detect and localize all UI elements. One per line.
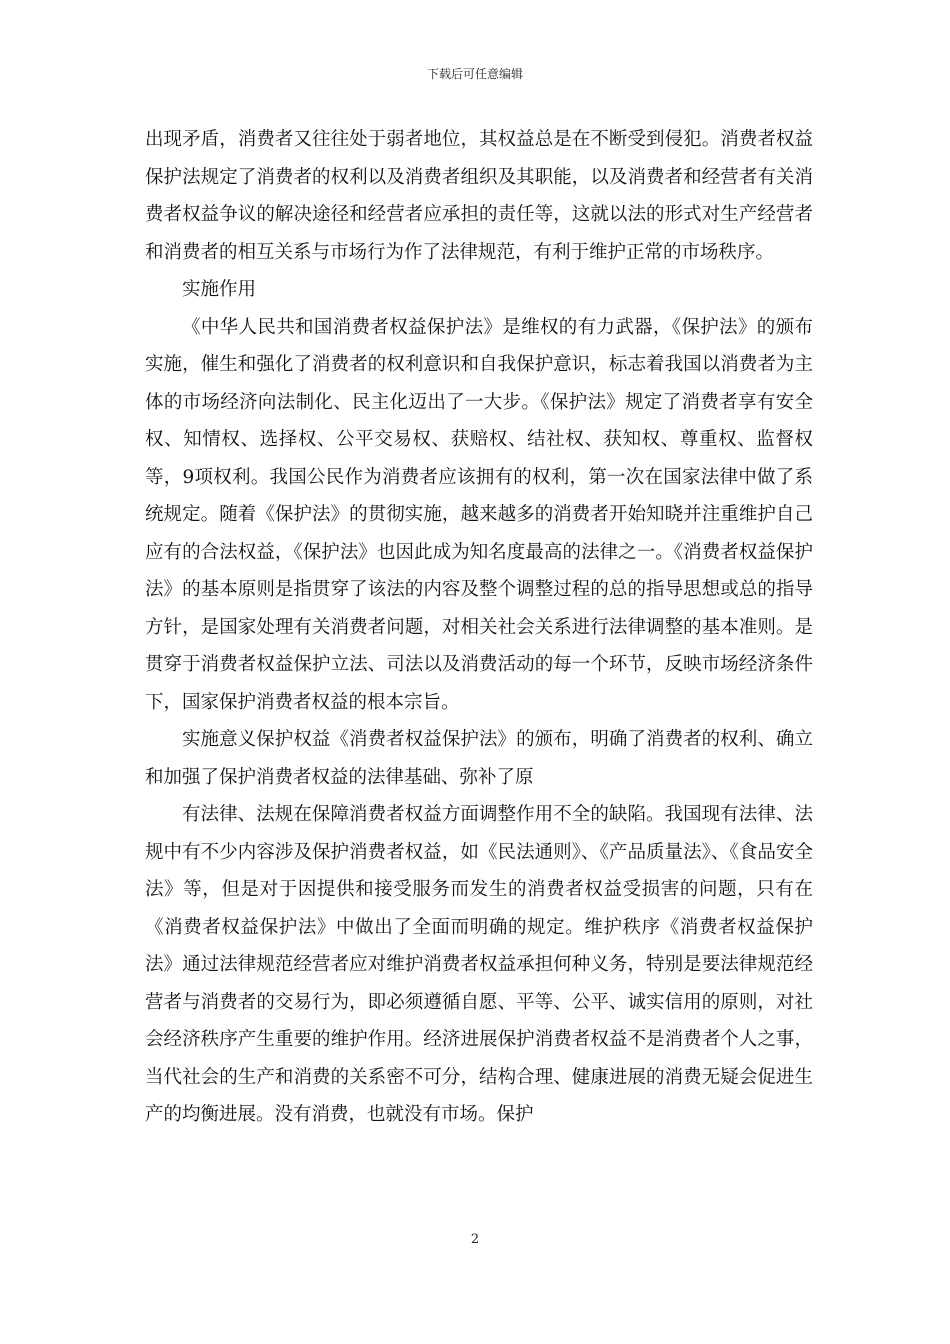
paragraph-implementation-significance: 实施意义保护权益《消费者权益保护法》的颁布，明确了消费者的权利、确立和加强了保护消费者权益的法律基础、弥补了原 [145,729,813,788]
document-body [145,121,813,1134]
section-heading-implementation-role: 实施作用 [182,279,257,300]
page-number: 2 [470,1232,480,1247]
paragraph-laws-and-order: 有法律、法规在保障消费者权益方面调整作用不全的缺陷。我国现有法律、法规中有不少内容涉及保护消费者权益，如《民法通则》、《产品质量法》、《食品安全法》等，但是对于因提供和接受服务而发生的消费者权益受损害的问题，只有在《消费者权益保护法》中做出了全面而明确的规定。维护秩序《消费者权益保护法》通过法律规范经营者应对维护消费者权益承担何种义务，特别是要法律规范经营者与消费者的交易行为，即必须遵循自愿、平等、公平、诚实信用的原则，对社会经济秩序产生重要的维护作用。经济进展保护消费者权益不是消费者个人之事，当代社会的生产和消费的关系密不可分，结构合理、健康进展的消费无疑会促进生产的均衡进展。没有消费，也就没有市场。保护 [145,804,813,1125]
paragraph-implementation-role: 《中华人民共和国消费者权益保护法》是维权的有力武器，《保护法》的颁布实施，催生和强化了消费者的权利意识和自我保护意识，标志着我国以消费者为主体的市场经济向法制化、民主化迈出了一大步。《保护法》规定了消费者享有安全权、知情权、选择权、公平交易权、获赔权、结社权、获知权、尊重权、监督权等，9项权利。我国公民作为消费者应该拥有的权利，第一次在国家法律中做了系统规定。随着《保护法》的贯彻实施，越来越多的消费者开始知晓并注重维护自己应有的合法权益，《保护法》也因此成为知名度最高的法律之一。《消费者权益保护法》的基本原则是指贯穿了该法的内容及整个调整过程的总的指导思想或总的指导方针，是国家处理有关消费者问题，对相关社会关系进行法律调整的基本准则。是贯穿于消费者权益保护立法、司法以及消费活动的每一个环节，反映市场经济条件下，国家保护消费者权益的根本宗旨。 [145,316,813,713]
page-header: 下载后可任意编辑 [426,67,523,81]
paragraph-continuation: 出现矛盾，消费者又往往处于弱者地位，其权益总是在不断受到侵犯。消费者权益保护法规定了消费者的权利以及消费者组织及其职能，以及消费者和经营者有关消费者权益争议的解决途径和经营者应承担的责任等，这就以法的形式对生产经营者和消费者的相互关系与市场行为作了法律规范，有利于维护正常的市场秩序。 [145,129,813,263]
